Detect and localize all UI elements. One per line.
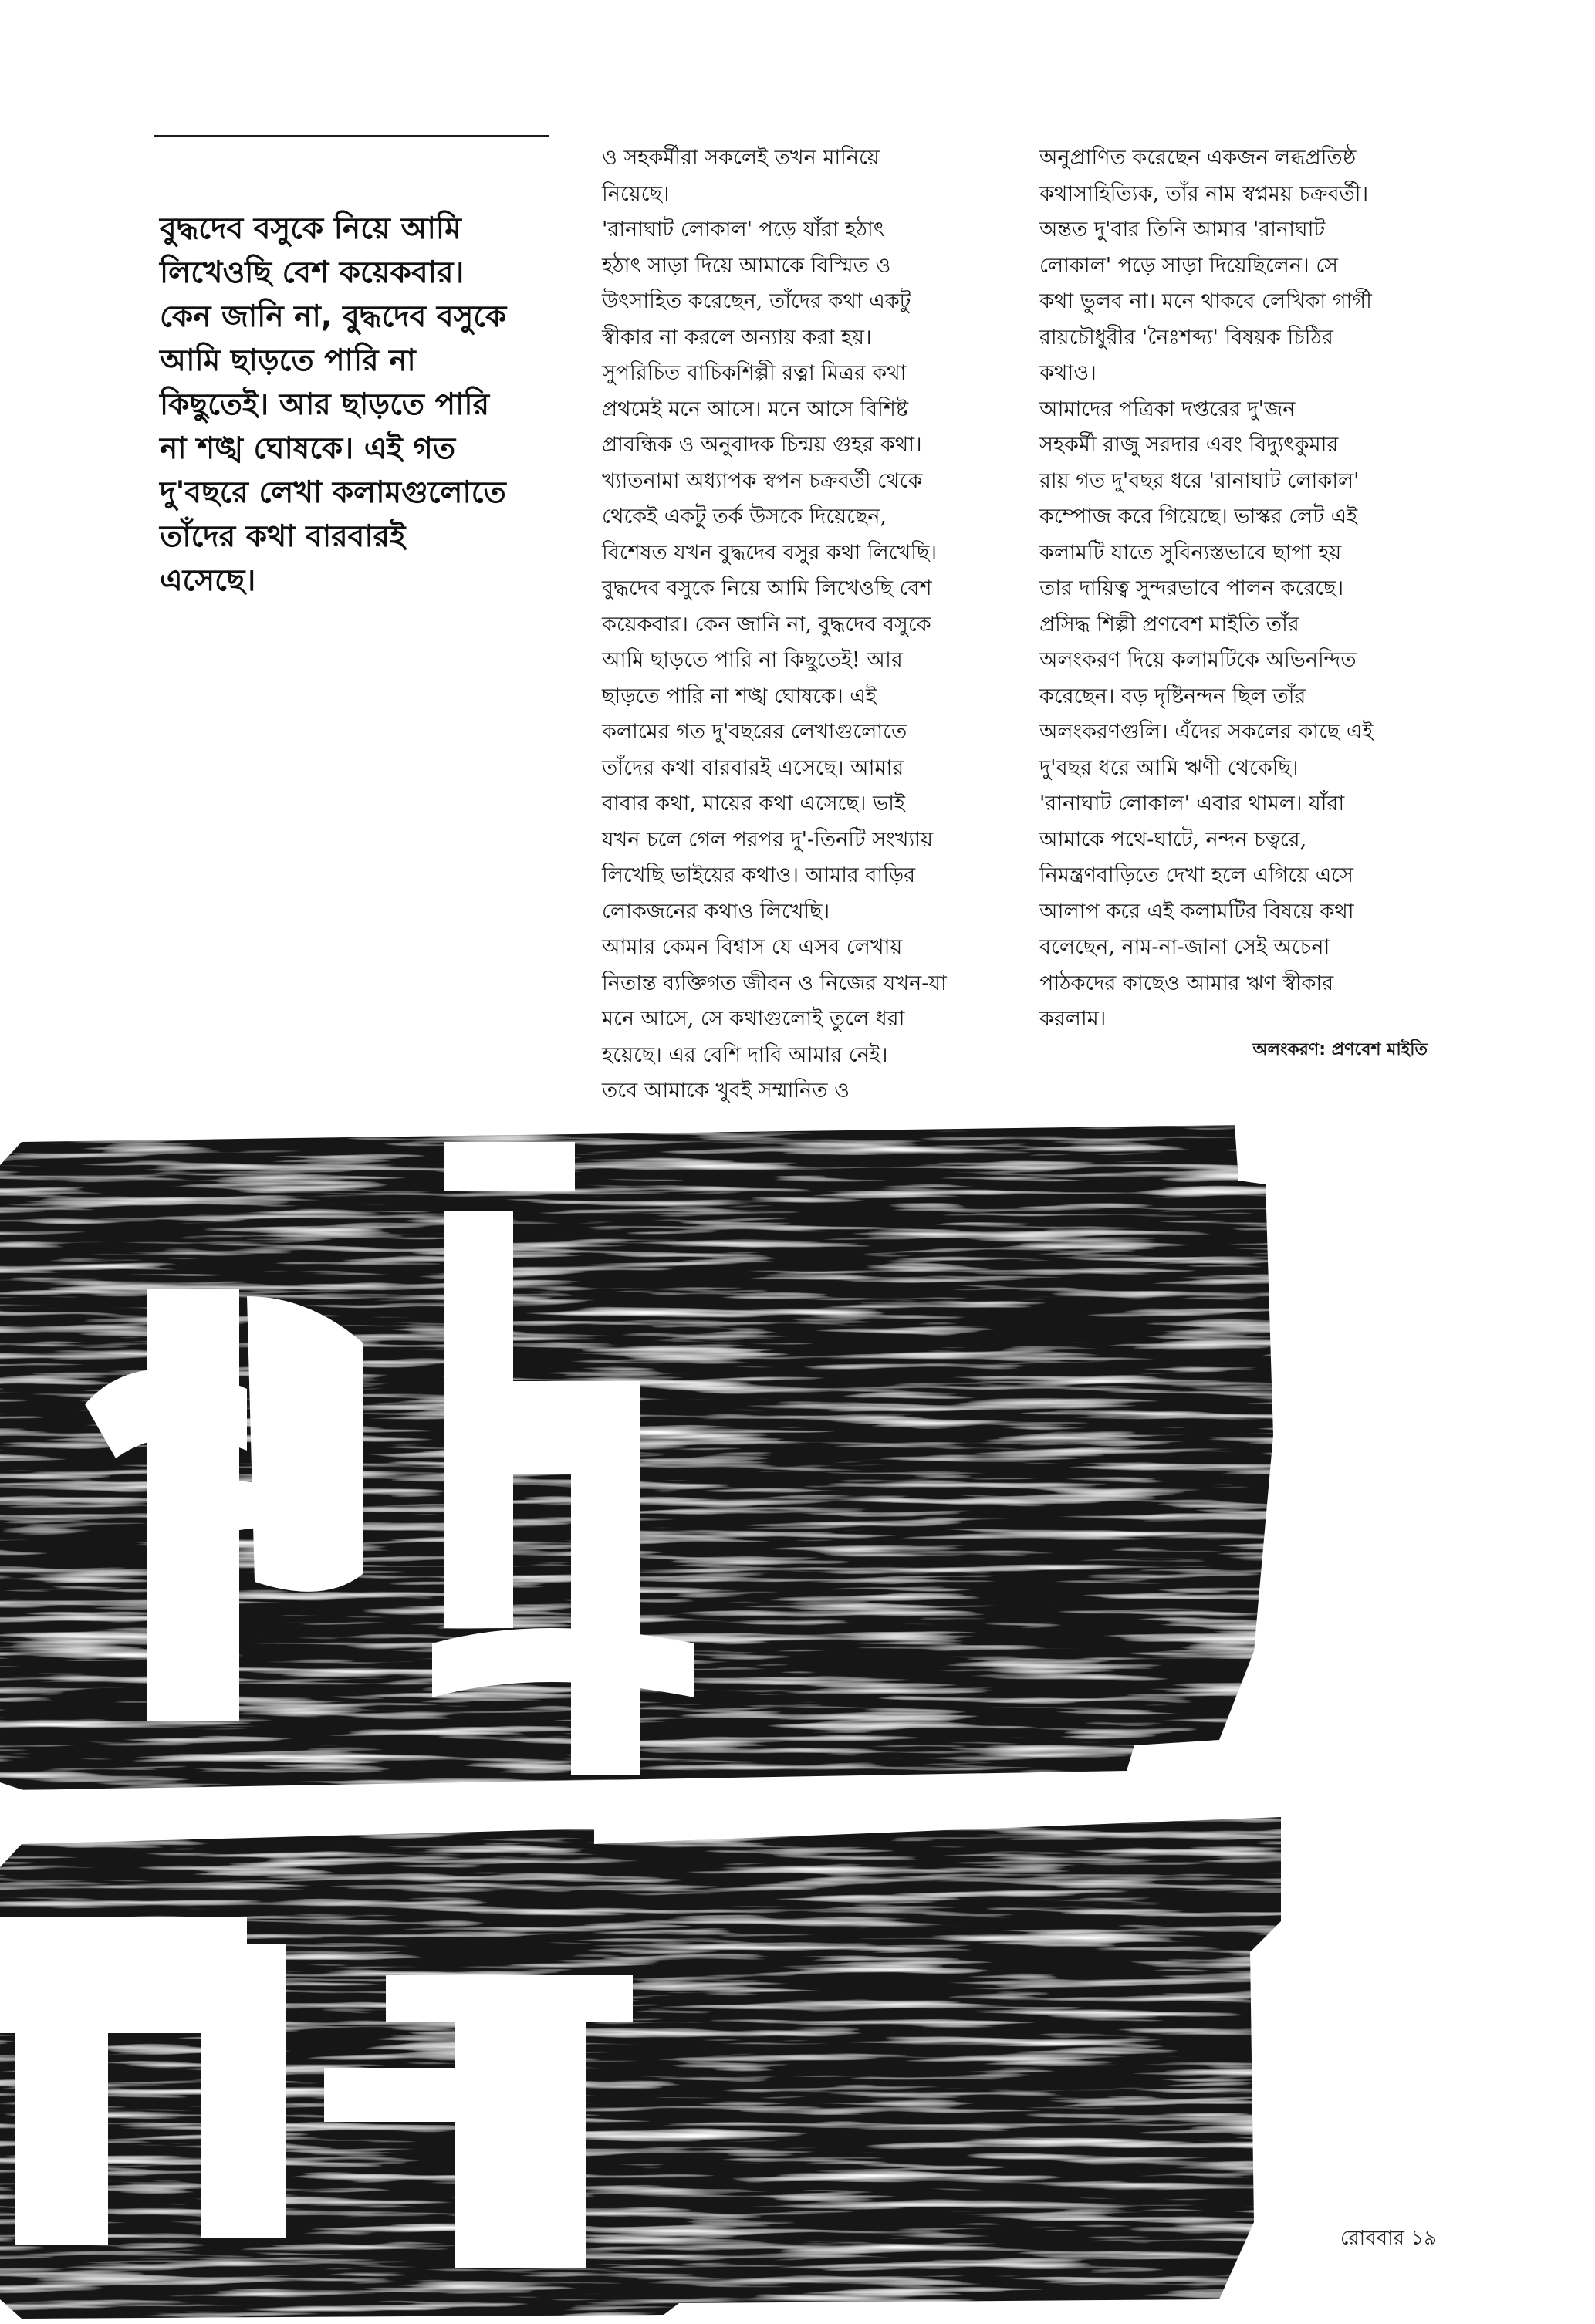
page-footer: রোববার ১৯	[1340, 2227, 1437, 2250]
article-column-2: অনুপ্রাণিত করেছেন একজন লব্ধপ্রতিষ্ঠ কথাসাহিত্যিক, তাঁর নাম স্বপ্নময় চক্রবর্তী। অন্তত দু'বার তিনি আমার 'রানাঘাট লোকাল' পড়ে সাড়া দিয়েছিলেন। সে কথা ভুলব না। মনে থাকবে লেখিকা গার্গী রায়চৌধুরীর 'নৈঃশব্দ্য' বিষয়ক চিঠির কথাও। আমাদের পত্রিকা দপ্তরের দু'জন সহকর্মী রাজু সরদার এবং বিদ্যুৎকুমার রায় গত দু'বছর ধরে 'রানাঘাট লোকাল' কম্পোজ করে গিয়েছে। ভাস্কর লেট এই কলামটি যাতে সুবিন্যস্তভাবে ছাপা হয় তার দায়িত্ব সুন্দরভাবে পালন করেছে। প্রসিদ্ধ শিল্পী প্রণবেশ মাইতি তাঁর অলংকরণ দিয়ে কলামটিকে অভিনন্দিত করেছেন। বড় দৃষ্টিনন্দন ছিল তাঁর অলংকরণগুলি। এঁদের সকলের কাছে এই দু'বছর ধরে আমি ঋণী থেকেছি। 'রানাঘাট লোকাল' এবার থামল। যাঁরা আমাকে পথে-ঘাটে, নন্দন চত্বরে, নিমন্ত্রণবাড়িতে দেখা হলে এগিয়ে এসে আলাপ করে এই কলামটির বিষয়ে কথা বলেছেন, নাম-না-জানা সেই অচেনা পাঠকদের কাছেও আমার ঋণ স্বীকার করলাম।	[1039, 146, 1374, 1031]
article-column-1: ও সহকর্মীরা সকলেই তখন মানিয়ে নিয়েছে। 'রানাঘাট লোকাল' পড়ে যাঁরা হঠাৎ হঠাৎ সাড়া দিয়ে আমাকে বিস্মিত ও উৎসাহিত করেছেন, তাঁদের কথা একটু স্বীকার না করলে অন্যায় করা হয়। সুপরিচিত বাচিকশিল্পী রত্না মিত্রর কথা প্রথমেই মনে আসে। মনে আসে বিশিষ্ট প্রাবন্ধিক ও অনুবাদক চিন্ময় গুহর কথা। খ্যাতনামা অধ্যাপক স্বপন চক্রবর্তী থেকে থেকেই একটু তর্ক উসকে দিয়েছেন, বিশেষত যখন বুদ্ধদেব বসুর কথা লিখেছি। বুদ্ধদেব বসুকে নিয়ে আমি লিখেওছি বেশ কয়েকবার। কেন জানি না, বুদ্ধদেব বসুকে আমি ছাড়তে পারি না কিছুতেই! আর ছাড়তে পারি না শঙ্খ ঘোষকে। এই কলামের গত দু'বছরের লেখাগুলোতে তাঁদের কথা বারবারই এসেছে। আমার বাবার কথা, মায়ের কথা এসেছে। ভাই যখন চলে গেল পরপর দু'-তিনটি সংখ্যায় লিখেছি ভাইয়ের কথাও। আমার বাড়ির লোকজনের কথাও লিখেছি। আমার কেমন বিশ্বাস যে এসব লেখায় নিতান্ত ব্যক্তিগত জীবন ও নিজের যখন-যা মনে আসে, সে কথাগুলোই তুলে ধরা হয়েছে। এর বেশি দাবি আমার নেই। তবে আমাকে খুবই সম্মানিত ও	[602, 146, 947, 1103]
illustration-credit: অলংকরণ: প্রণবেশ মাইতি	[1252, 1040, 1428, 1059]
pull-quote: বুদ্ধদেব বসুকে নিয়ে আমি লিখেওছি বেশ কয়েকবার। কেন জানি না, বুদ্ধদেব বসুকে আমি ছাড়তে পারি না কিছুতেই। আর ছাড়তে পারি না শঙ্খ ঘোষকে। এই গত দু'বছরে লেখা কলামগুলোতে তাঁদের কথা বারবারই এসেছে।	[160, 211, 507, 598]
brush-artwork-illustration	[0, 1111, 1595, 2324]
top-rule	[154, 135, 549, 137]
